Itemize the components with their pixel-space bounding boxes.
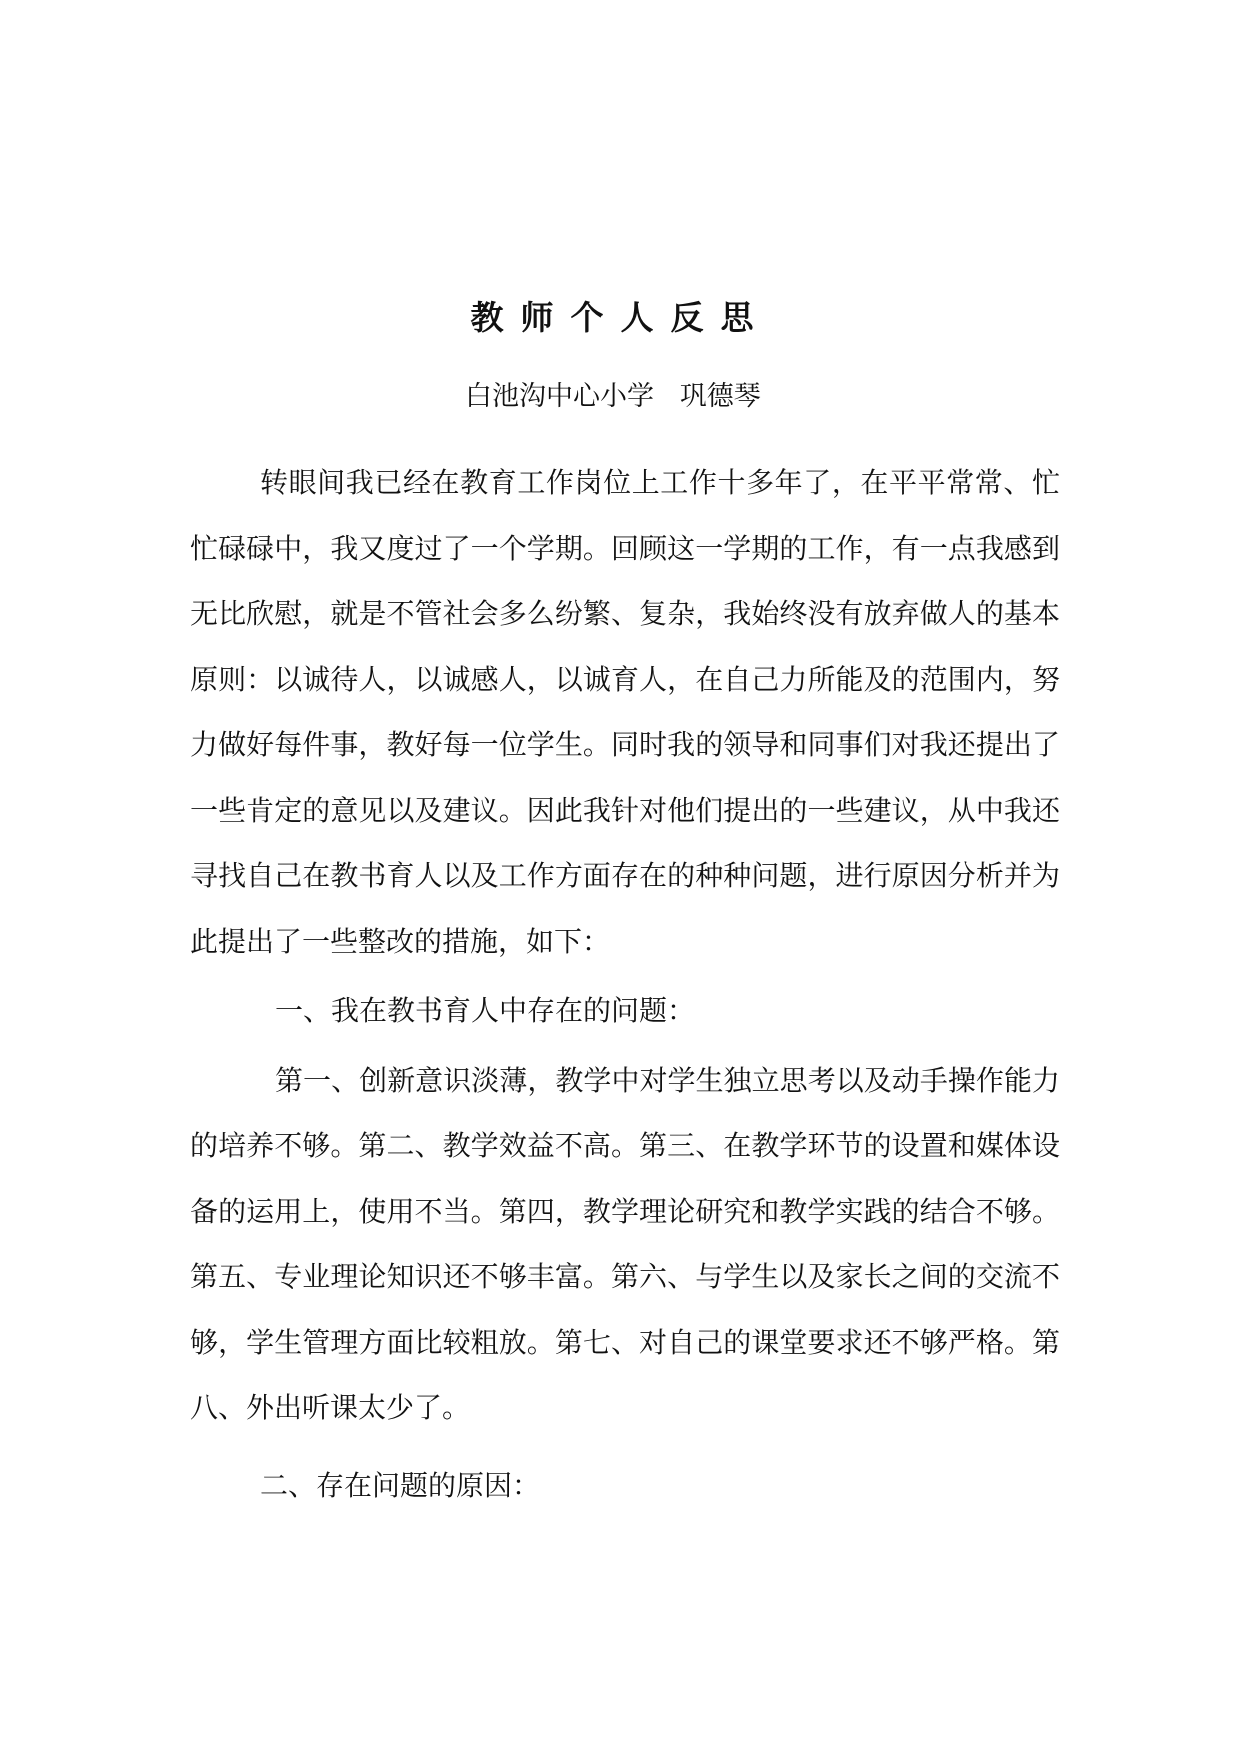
document-title: 教师个人反思: [470, 298, 771, 337]
section-1-paragraph: 第一、创新意识淡薄，教学中对学生独立思考以及动手操作能力的培养不够。第二、教学效益不高。第三、在教学环节的设置和媒体设备的运用上，使用不当。第四，教学理论研究和教学实践的结合不够。第五、专业理论知识还不够丰富。第六、与学生以及家长之间的交流不够，学生管理方面比较粗放。第七、对自己的课堂要求还不够严格。第八、外出听课太少了。: [190, 1063, 1060, 1424]
document-author: 白池沟中心小学 巩德琴: [465, 381, 761, 412]
intro-paragraph: 转眼间我已经在教育工作岗位上工作十多年了，在平平常常、忙忙碌碌中，我又度过了一个学期。回顾这一学期的工作，有一点我感到无比欣慰，就是不管社会多么纷繁、复杂，我始终没有放弃做人的基本原则：以诚待人，以诚感人，以诚育人，在自己力所能及的范围内，努力做好每件事，教好每一位学生。同时我的领导和同事们对我还提出了一些肯定的意见以及建议。因此我针对他们提出的一些建议，从中我还寻找自己在教书育人以及工作方面存在的种种问题，进行原因分析并为此提出了一些整改的措施，如下：: [190, 466, 1060, 958]
document-body: [190, 450, 1060, 1522]
section-heading-1: 一、我在教书育人中存在的问题：: [275, 994, 696, 1027]
section-heading-2: 二、存在问题的原因：: [260, 1468, 541, 1502]
